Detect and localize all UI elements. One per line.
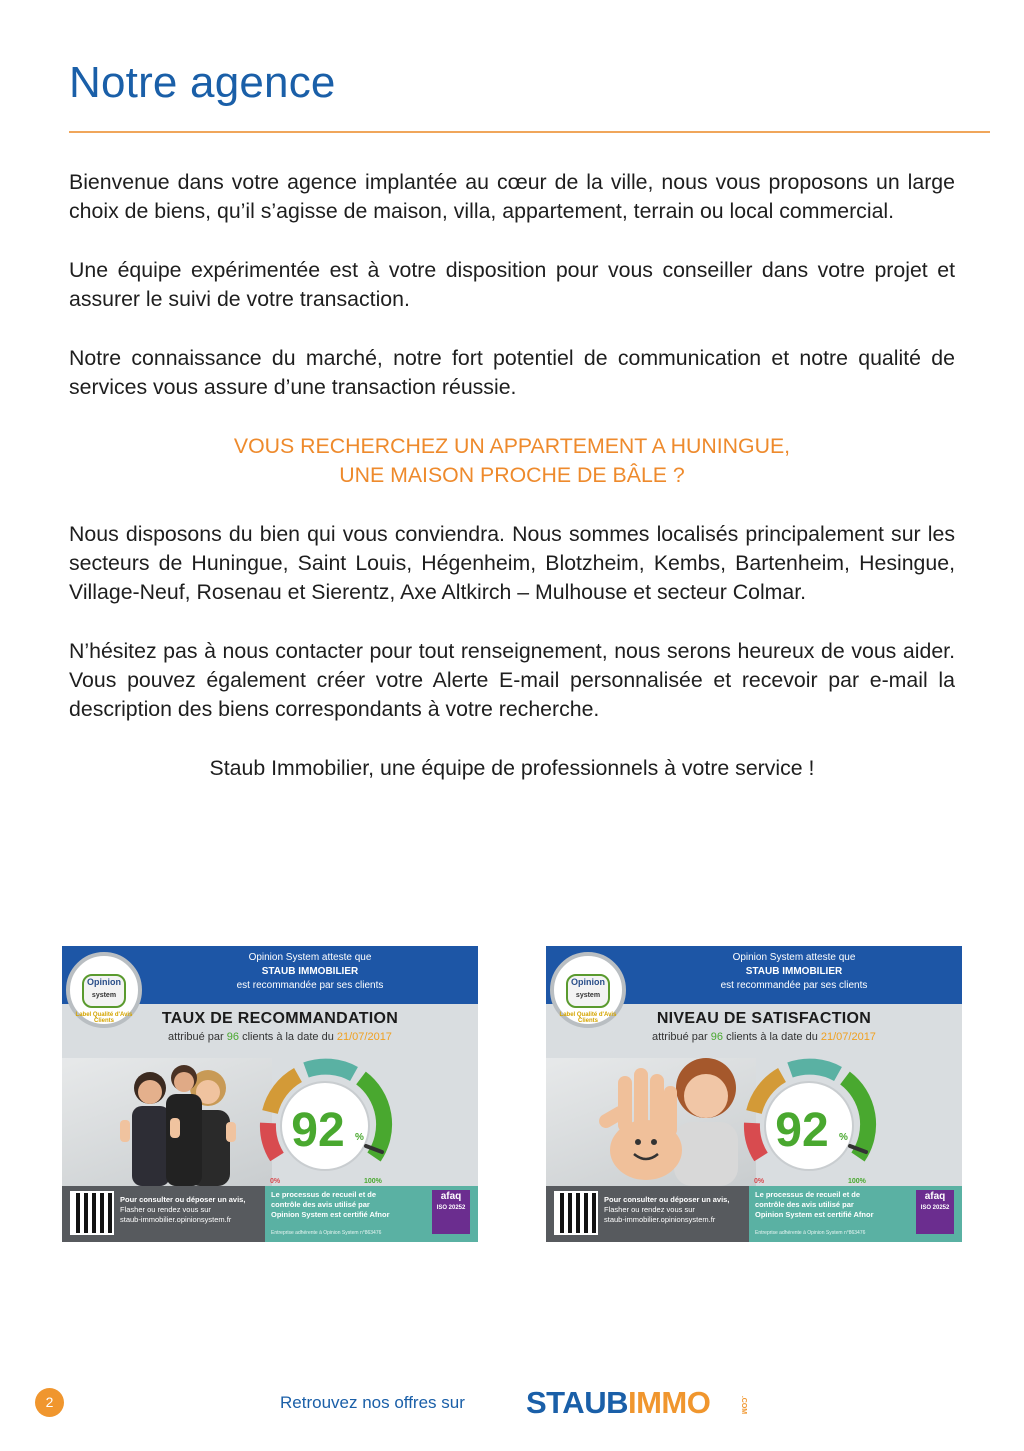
certification-line: Le processus de recueil et de	[755, 1190, 861, 1199]
badge-logo	[82, 974, 126, 1008]
gauge-max-label: 100%	[364, 1178, 382, 1185]
gauge-icon	[248, 1048, 402, 1188]
certificate-attestation	[626, 951, 962, 993]
consult-heading: Pour consulter ou déposer un avis,	[120, 1195, 246, 1204]
intro-text	[69, 168, 955, 813]
gauge-percent-sign: %	[355, 1132, 364, 1143]
membership-note: Entreprise adhérente à Opinion System n°863476	[271, 1230, 382, 1236]
certificate-title: TAUX DE RECOMMANDATION	[161, 1010, 399, 1027]
footer-certification-panel	[749, 1186, 962, 1242]
subtitle-text: clients à la date du	[242, 1031, 334, 1043]
certificate-date: 21/07/2017	[336, 1031, 392, 1043]
gauge-max-label: 100%	[848, 1178, 866, 1185]
paragraph: N’hésitez pas à nous contacter pour tout renseignement, nous serons heureux de vous aider. Vous pouvez également créer votre Alerte E-mail personnalisée et recevoir par e-mail la description des biens correspondants à votre recherche.	[69, 638, 955, 722]
certification-line: Opinion System est certifié Afnor	[271, 1210, 390, 1219]
certificate-date: 21/07/2017	[820, 1031, 876, 1043]
paragraph: Nous disposons du bien qui vous conviendra. Nous sommes localisés principalement sur les secteurs de Huningue, Saint Louis, Hégenheim, Blotzheim, Kembs, Bartenheim, Hesingue, Village-Neuf, Rosenau et Sierentz, Axe Altkirch – Mulhouse et secteur Colmar.	[69, 521, 955, 605]
membership-note: Entreprise adhérente à Opinion System n°863476	[755, 1230, 866, 1236]
paragraph: Bienvenue dans votre agence implantée au cœur de la ville, nous vous proposons un large choix de biens, qu’il s’agisse de maison, villa, appartement, terrain ou local commercial.	[69, 170, 955, 224]
certificate-footer	[62, 1186, 478, 1242]
clients-count: 96	[710, 1031, 724, 1043]
certification-text	[271, 1190, 421, 1220]
certification-line: contrôle des avis utilisé par	[755, 1200, 854, 1209]
gauge-value: 92	[291, 1104, 345, 1157]
consult-url: staub-immobilier.opinionsystem.fr	[120, 1215, 232, 1224]
subtitle-text: clients à la date du	[726, 1031, 818, 1043]
gauge-min-label: 0%	[270, 1178, 281, 1185]
consult-line: Flasher ou rendez vous sur	[120, 1205, 211, 1214]
subtitle-text: attribué par	[652, 1031, 708, 1043]
badge-sub: system	[575, 992, 601, 999]
attestation-line: Opinion System atteste que	[732, 952, 856, 963]
clients-count: 96	[226, 1031, 240, 1043]
smiling-hand-photo	[546, 1058, 756, 1186]
attestation-line: Opinion System atteste que	[248, 952, 372, 963]
certificate-footer	[546, 1186, 962, 1242]
certificate-attestation	[142, 951, 478, 993]
afaq-logo-icon	[916, 1190, 954, 1234]
closing-line: Staub Immobilier, une équipe de professionnels à votre service !	[209, 755, 815, 780]
consult-text	[604, 1195, 744, 1225]
footer-tagline: Retrouvez nos offres sur	[280, 1393, 465, 1412]
gauge-min-label: 0%	[754, 1178, 765, 1185]
highlight-line: VOUS RECHERCHEZ UN APPARTEMENT A HUNINGUE,	[233, 433, 791, 458]
staubimmo-logo[interactable]	[526, 1385, 710, 1421]
consult-url: staub-immobilier.opinionsystem.fr	[604, 1215, 716, 1224]
certificate-subtitle	[62, 1031, 478, 1043]
logo-com-suffix	[733, 1392, 745, 1418]
footer-consult-panel	[62, 1186, 265, 1242]
certificate-title: NIVEAU DE SATISFACTION	[656, 1010, 872, 1027]
gauge-value: 92	[775, 1104, 829, 1157]
badge-brand: Opinion	[571, 977, 605, 987]
badge-arc-text: Label Qualité d'Avis Clients	[559, 1012, 617, 1024]
logo-part-staub: STAUB	[526, 1385, 628, 1420]
certification-line: Opinion System est certifié Afnor	[755, 1210, 874, 1219]
consult-line: Flasher ou rendez vous sur	[604, 1205, 695, 1214]
happy-clients-photo	[62, 1058, 272, 1186]
paragraph: Notre connaissance du marché, notre fort potentiel de communication et notre qualité de services vous assure d’une transaction réussie.	[69, 345, 955, 400]
logo-part-immo: IMMO	[627, 1385, 711, 1420]
attestation-line: est recommandée par ses clients	[236, 980, 384, 991]
page-number: 2	[35, 1388, 64, 1417]
agency-name: STAUB IMMOBILIER	[261, 966, 359, 977]
certification-line: Le processus de recueil et de	[271, 1190, 377, 1199]
highlight-line: UNE MAISON PROCHE DE BÂLE ?	[339, 462, 685, 487]
consult-text	[120, 1195, 260, 1225]
certification-line: contrôle des avis utilisé par	[271, 1200, 370, 1209]
gauge-icon	[732, 1048, 886, 1188]
afaq-label: afaq	[440, 1191, 462, 1202]
badge-arc-text: Label Qualité d'Avis Clients	[75, 1012, 133, 1024]
badge-logo	[566, 974, 610, 1008]
logo-com-text: .COM	[740, 1395, 747, 1415]
paragraph: Une équipe expérimentée est à votre disposition pour vous conseiller dans votre projet et assurer le suivi de votre transaction.	[69, 257, 955, 312]
footer-consult-panel	[546, 1186, 749, 1242]
qr-code-icon[interactable]	[70, 1191, 114, 1235]
consult-heading: Pour consulter ou déposer un avis,	[604, 1195, 730, 1204]
agency-name: STAUB IMMOBILIER	[745, 966, 843, 977]
page-title: Notre agence	[69, 58, 336, 107]
certificate-subtitle	[546, 1031, 962, 1043]
certification-text	[755, 1190, 905, 1220]
afaq-label: afaq	[924, 1191, 946, 1202]
highlight-heading	[69, 432, 955, 491]
satisfaction-certificate	[546, 946, 962, 1242]
footer-certification-panel	[265, 1186, 478, 1242]
gauge-percent-sign: %	[839, 1132, 848, 1143]
attestation-line: est recommandée par ses clients	[720, 980, 868, 991]
recommendation-certificate	[62, 946, 478, 1242]
afaq-logo-icon	[432, 1190, 470, 1234]
subtitle-text: attribué par	[168, 1031, 224, 1043]
title-divider	[69, 131, 990, 133]
qr-code-icon[interactable]	[554, 1191, 598, 1235]
afaq-iso: ISO 20252	[920, 1205, 950, 1211]
badge-brand: Opinion	[87, 977, 121, 987]
badge-sub: system	[91, 992, 117, 999]
afaq-iso: ISO 20252	[436, 1205, 466, 1211]
